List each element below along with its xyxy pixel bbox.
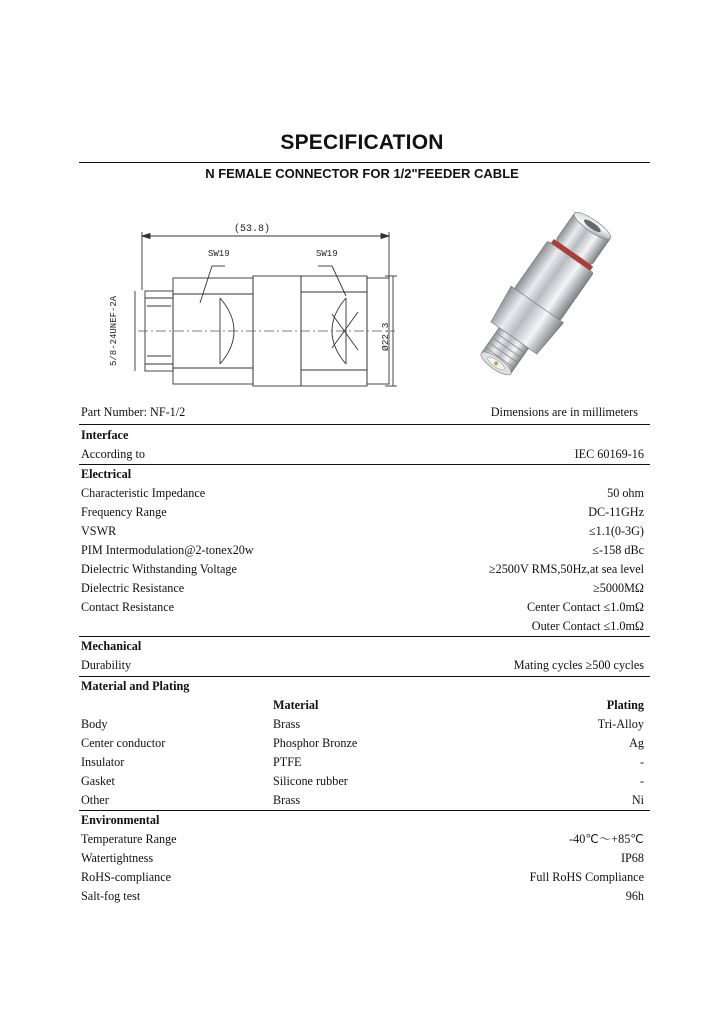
spec-label: Frequency Range xyxy=(81,505,167,519)
material-row xyxy=(81,753,644,772)
spec-label: Salt-fog test xyxy=(81,889,141,903)
section-heading-electrical xyxy=(81,465,644,484)
page-subtitle: N FEMALE CONNECTOR FOR 1/2"FEEDER CABLE xyxy=(205,166,519,181)
material-value: PTFE xyxy=(273,755,302,769)
material-value: Brass xyxy=(273,717,301,731)
plating-value: - xyxy=(639,774,644,788)
column-header-plating: Plating xyxy=(606,698,644,712)
spec-row xyxy=(81,579,644,598)
spec-row xyxy=(81,656,644,675)
spec-label: According to xyxy=(81,447,145,461)
materials-column-header xyxy=(81,696,644,715)
material-row xyxy=(81,734,644,753)
connector-photo xyxy=(438,205,638,395)
material-value: Phosphor Bronze xyxy=(273,736,358,750)
spec-label: Temperature Range xyxy=(81,832,177,846)
part-label: Other xyxy=(81,793,109,807)
diameter-label: Ø22.3 xyxy=(380,322,391,351)
units-note: Dimensions are in millimeters xyxy=(490,405,638,419)
spec-value: DC-11GHz xyxy=(588,505,644,519)
spec-label: VSWR xyxy=(81,524,117,538)
section-heading-environmental xyxy=(81,811,644,830)
spec-value: 50 ohm xyxy=(607,486,644,500)
spec-label: Characteristic Impedance xyxy=(81,486,206,500)
spec-value: ≤1.1(0-3G) xyxy=(588,524,644,538)
section-heading-label: Electrical xyxy=(81,467,132,481)
spec-row xyxy=(81,560,644,579)
part-number: Part Number: NF-1/2 xyxy=(81,405,186,419)
spec-row xyxy=(81,868,644,887)
spec-label: Watertightness xyxy=(81,851,154,865)
spec-label: Durability xyxy=(81,658,132,672)
plating-value: Ag xyxy=(629,736,644,750)
part-label: Gasket xyxy=(81,774,115,788)
spec-label: RoHS-compliance xyxy=(81,870,172,884)
material-row xyxy=(81,791,644,810)
material-value: Brass xyxy=(273,793,301,807)
spec-row xyxy=(81,541,644,560)
spec-value: 96h xyxy=(625,889,644,903)
spec-row xyxy=(81,598,644,617)
plating-value: - xyxy=(639,755,644,769)
title-rule xyxy=(79,162,650,163)
spec-value: Mating cycles ≥500 cycles xyxy=(513,658,644,672)
spec-label: Dielectric Resistance xyxy=(81,581,185,595)
section-heading-label: Interface xyxy=(81,428,129,442)
wrench-size-left-label: SW19 xyxy=(208,249,230,259)
spec-value: ≥5000MΩ xyxy=(593,581,644,595)
spec-value: ≤-158 dBc xyxy=(592,543,644,557)
spec-row xyxy=(81,445,644,464)
meta-row xyxy=(81,403,644,422)
spec-row xyxy=(81,503,644,522)
part-label: Body xyxy=(81,717,108,731)
overall-length-label: (53.8) xyxy=(234,224,271,235)
page-title: SPECIFICATION xyxy=(280,131,444,154)
spec-label: PIM Intermodulation@2-tonex20w xyxy=(81,543,254,557)
spec-value: Full RoHS Compliance xyxy=(529,870,644,884)
spec-value: ≥2500V RMS,50Hz,at sea level xyxy=(488,562,644,576)
spec-row xyxy=(81,522,644,541)
wrench-size-right-label: SW19 xyxy=(316,249,338,259)
part-label: Insulator xyxy=(81,755,125,769)
section-heading-materials xyxy=(81,677,644,696)
plating-value: Tri-Alloy xyxy=(597,717,644,731)
spec-row xyxy=(81,617,644,636)
spec-row xyxy=(81,849,644,868)
spec-value: Center Contact ≤1.0mΩ xyxy=(527,600,644,614)
plating-value: Ni xyxy=(631,793,644,807)
spec-label: Dielectric Withstanding Voltage xyxy=(81,562,237,576)
spec-row xyxy=(81,484,644,503)
spec-value: IP68 xyxy=(620,851,644,865)
section-heading-label: Material and Plating xyxy=(81,679,190,693)
column-header-material: Material xyxy=(273,698,319,712)
material-row xyxy=(81,715,644,734)
spec-label: Contact Resistance xyxy=(81,600,175,614)
section-heading-label: Environmental xyxy=(81,813,160,827)
technical-drawing xyxy=(100,218,400,393)
material-row xyxy=(81,772,644,791)
spec-value: Outer Contact ≤1.0mΩ xyxy=(531,619,644,633)
section-rule xyxy=(79,424,650,425)
thread-label: 5/8-24UNEF-2A xyxy=(109,295,119,366)
part-label: Center conductor xyxy=(81,736,166,750)
spec-row xyxy=(81,887,644,906)
section-heading-interface xyxy=(81,426,644,445)
spec-value: IEC 60169-16 xyxy=(574,447,644,461)
section-heading-mechanical xyxy=(81,637,644,656)
spec-value: -40℃～+85℃ xyxy=(569,832,644,846)
spec-row xyxy=(81,830,644,849)
section-heading-label: Mechanical xyxy=(81,639,142,653)
material-value: Silicone rubber xyxy=(273,774,348,788)
